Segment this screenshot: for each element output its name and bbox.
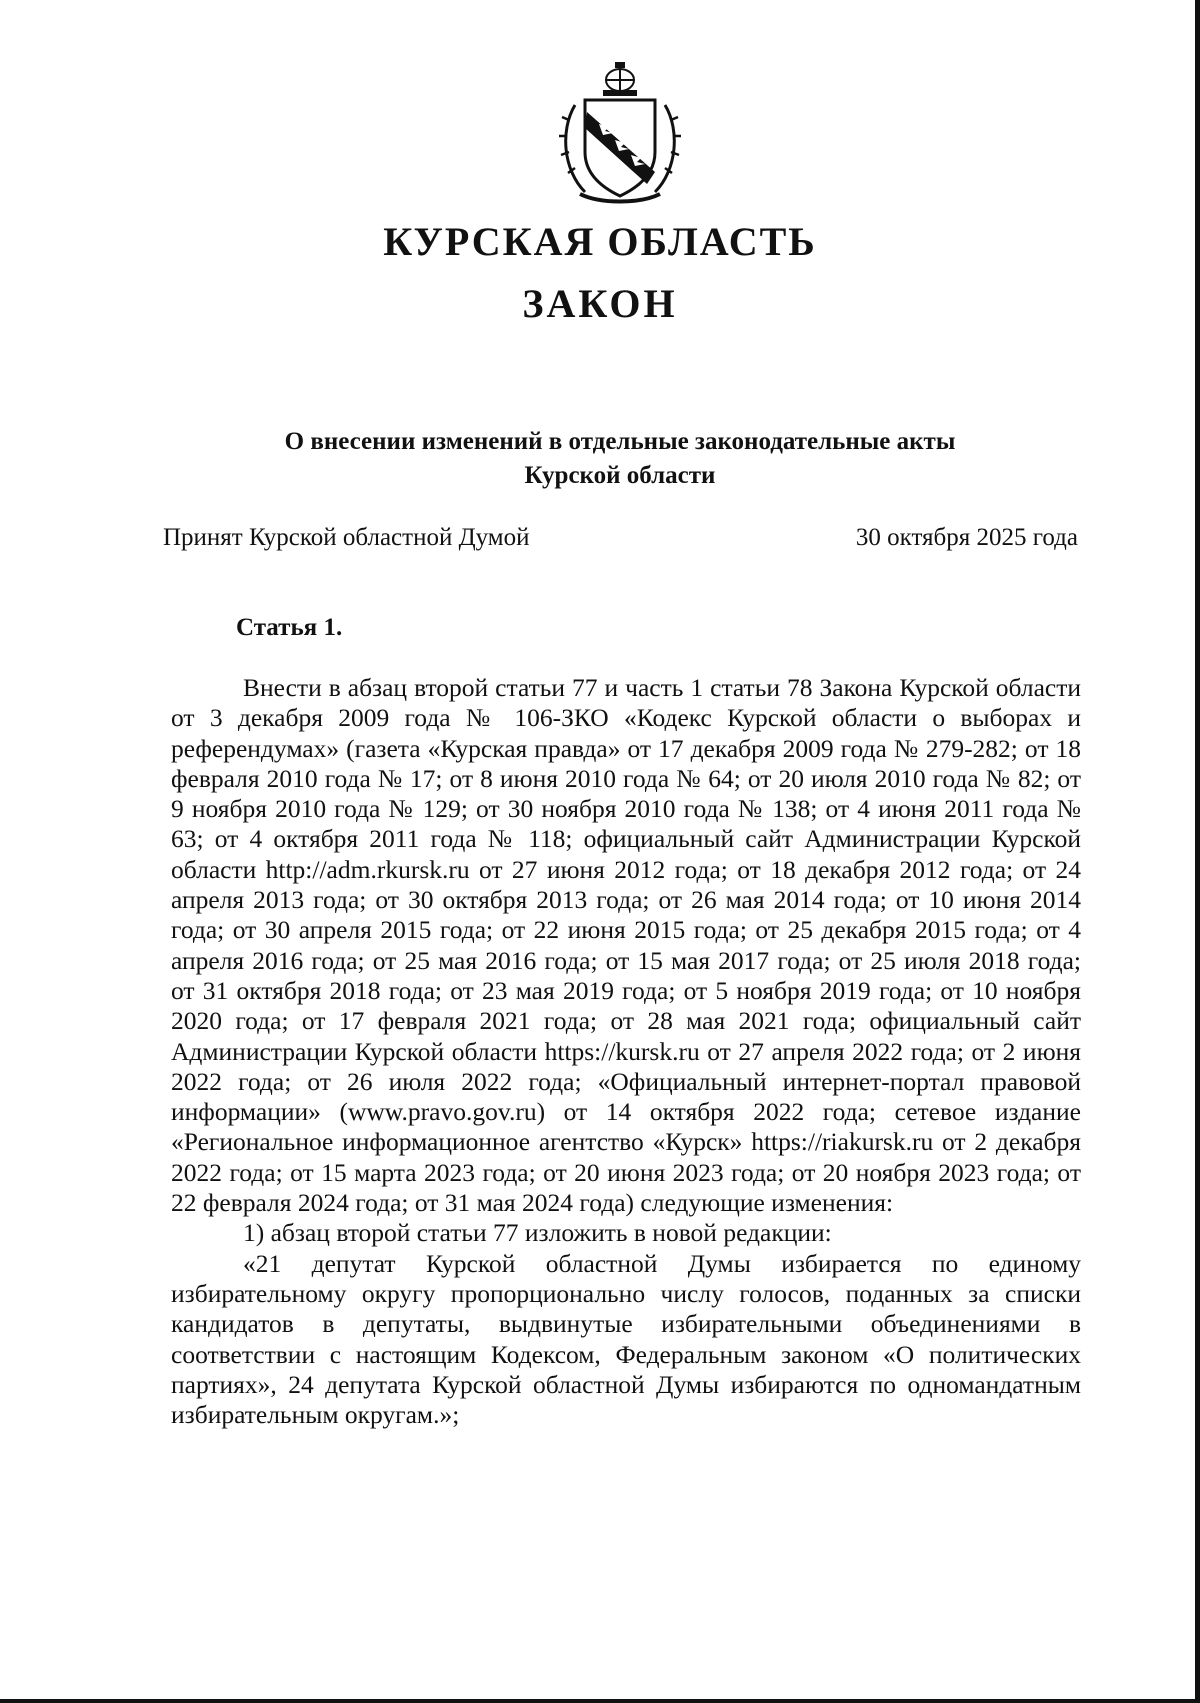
adoption-date: 30 октября 2025 года bbox=[855, 524, 1078, 551]
scan-border-bottom bbox=[0, 1699, 1200, 1703]
article-heading: Статья 1. bbox=[236, 614, 343, 641]
law-title-line-1: О внесении изменений в отдельные законодательные акты bbox=[284, 428, 956, 455]
coat-of-arms-icon bbox=[555, 60, 685, 205]
region-heading: КУРСКАЯ ОБЛАСТЬ bbox=[383, 219, 817, 264]
document-type-heading: ЗАКОН bbox=[522, 281, 678, 326]
adopted-by: Принят Курской областной Думой bbox=[163, 524, 530, 551]
article-paragraph-quote: «21 депутат Курской областной Думы избирается по единому избирательному округу пропорционально числу голосов, поданных за списки кандидатов в депутаты, выдвинутые избирательными объединениями в соответствии с настоящим Кодексом, Федеральным законом «О политических партиях», 24 депутата Курской областной Думы избираются по одномандатным избирательным округам.»; bbox=[171, 1248, 1081, 1430]
law-title-line-2: Курской области bbox=[524, 462, 716, 489]
article-paragraph-intro: Внести в абзац второй статьи 77 и часть 1 статьи 78 Закона Курской области от 3 декабря 2009 года № 106-ЗКО «Кодекс Курской области о выборах и референдумах» (газета «Курская правда» от 17 декабря 2009 года № 279-282; от 18 февраля 2010 года № 17; от 8 июня 2010 года № 64; от 20 июля 2010 года № 82; от 9 ноября 2010 года № 129; от 30 ноября 2010 года № 138; от 4 июня 2011 года № 63; от 4 октября 2011 года № 118; официальный сайт Администрации Курской области http://adm.rkursk.ru от 27 июня 2012 года; от 18 декабря 2012 года; от 24 апреля 2013 года; от 30 октября 2013 года; от 26 мая 2014 года; от 10 июня 2014 года; от 30 апреля 2015 года; от 22 июня 2015 года; от 25 декабря 2015 года; от 4 апреля 2016 года; от 25 мая 2016 года; от 15 мая 2017 года; от 25 июля 2018 года; от 31 октября 2018 года; от 23 мая 2019 года; от 5 ноября 2019 года; от 10 ноября 2020 года; от 17 февраля 2021 года; от 28 мая 2021 года; официальный сайт Администрации Курской области https://kursk.ru от 27 апреля 2022 года; от 2 июня 2022 года; от 26 июля 2022 года; «Официальный интернет-портал правовой информации» (www.pravo.gov.ru) от 14 октября 2022 года; сетевое издание «Региональное информационное агентство «Курск» https://riakursk.ru от 2 декабря 2022 года; от 15 марта 2023 года; от 20 июня 2023 года; от 20 ноября 2023 года; от 22 февраля 2024 года; от 31 мая 2024 года) следующие изменения: bbox=[171, 673, 1081, 1218]
law-title bbox=[150, 425, 1090, 493]
article-body bbox=[171, 673, 1081, 1430]
article-paragraph-item-1: 1) абзац второй статьи 77 изложить в новой редакции: bbox=[243, 1218, 832, 1248]
